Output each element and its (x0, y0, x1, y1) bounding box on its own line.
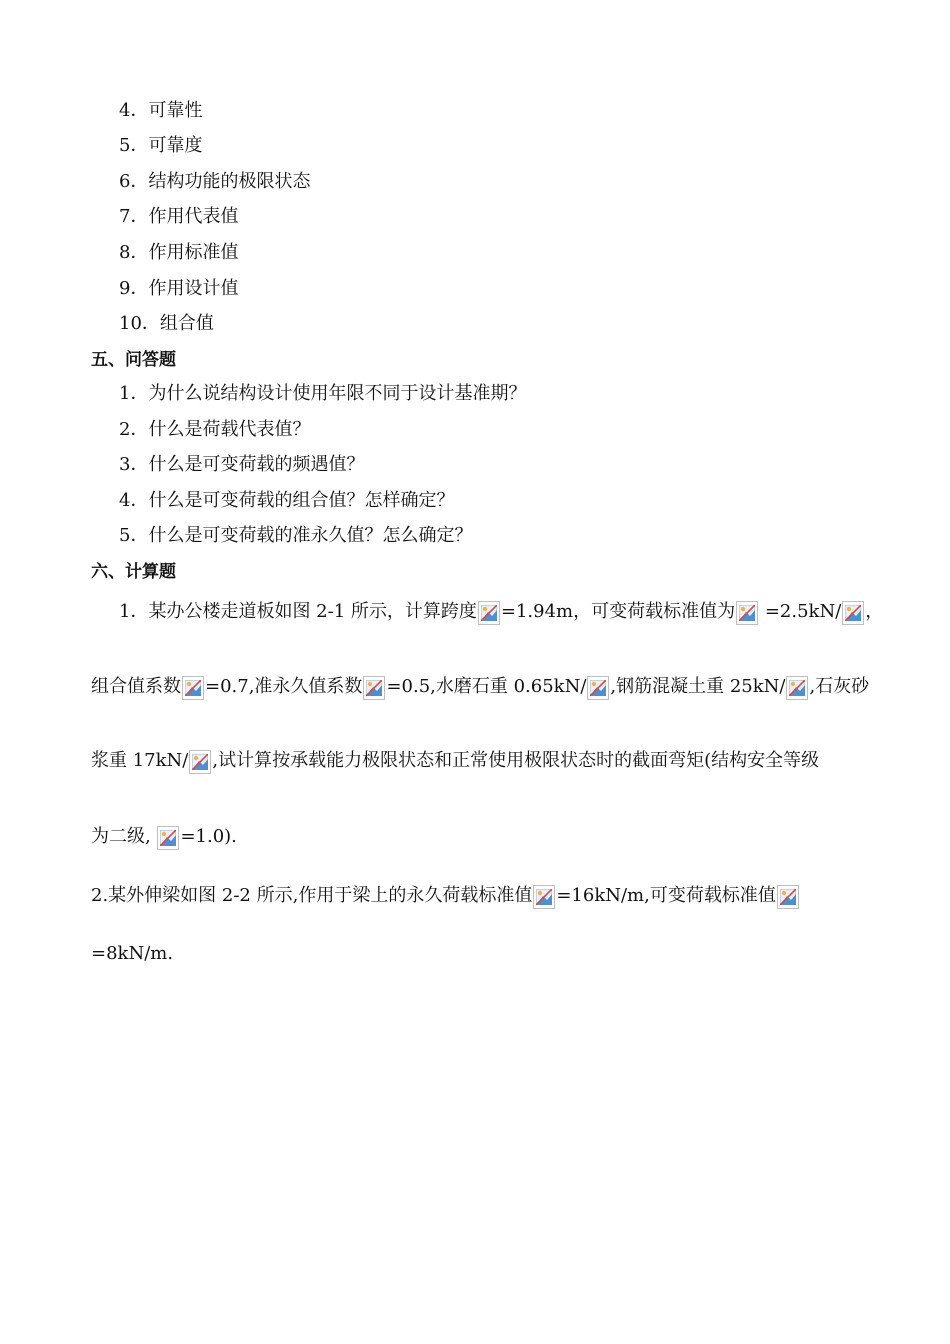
broken-image-icon (587, 676, 609, 700)
definition-item: 7．作用代表值 (119, 206, 239, 227)
definition-item: 6．结构功能的极限状态 (119, 171, 311, 192)
broken-image-icon (478, 601, 500, 625)
broken-image-icon (363, 676, 385, 700)
broken-image-icon (533, 885, 555, 909)
problem-1-line: 组合值系数 =0.7,准永久值系数 =0.5,水磨石重 0.65kN/ ,钢筋混凝土重 25kN/ ,石灰砂 (91, 672, 861, 700)
broken-image-icon (189, 750, 211, 774)
section-heading: 六、计算题 (91, 562, 176, 582)
broken-image-icon (786, 676, 808, 700)
definition-item: 5．可靠度 (119, 135, 203, 156)
definition-item: 4．可靠性 (119, 100, 203, 121)
problem-2-line: 2.某外伸梁如图 2-2 所示,作用于梁上的永久荷载标准值 =16kN/m,可变荷载标准值 (91, 881, 861, 909)
definition-item: 10．组合值 (119, 313, 214, 334)
question-item: 3．什么是可变荷载的频遇值？ (119, 454, 365, 475)
broken-image-icon (842, 601, 864, 625)
broken-image-icon (157, 826, 179, 850)
problem-2-line: =8kN/m. (91, 943, 174, 964)
section-heading: 五、问答题 (91, 350, 176, 370)
problem-1-line: 1．某办公楼走道板如图 2-1 所示，计算跨度 =1.94m，可变荷载标准值为 =2.5kN/ ， (119, 597, 861, 625)
question-item: 5．什么是可变荷载的准永久值？怎么确定？ (119, 525, 473, 546)
definition-item: 8．作用标准值 (119, 242, 239, 263)
problem-1-line: 浆重 17kN/ ,试计算按承载能力极限状态和正常使用极限状态时的截面弯矩(结构安全等级 (91, 746, 861, 774)
broken-image-icon (736, 601, 758, 625)
broken-image-icon (182, 676, 204, 700)
question-item: 2．什么是荷载代表值？ (119, 419, 311, 440)
broken-image-icon (777, 885, 799, 909)
question-item: 4．什么是可变荷载的组合值？怎样确定？ (119, 490, 455, 511)
definition-item: 9．作用设计值 (119, 278, 239, 299)
problem-1-line: 为二级, =1.0). (91, 822, 861, 850)
question-item: 1．为什么说结构设计使用年限不同于设计基准期？ (119, 383, 527, 404)
